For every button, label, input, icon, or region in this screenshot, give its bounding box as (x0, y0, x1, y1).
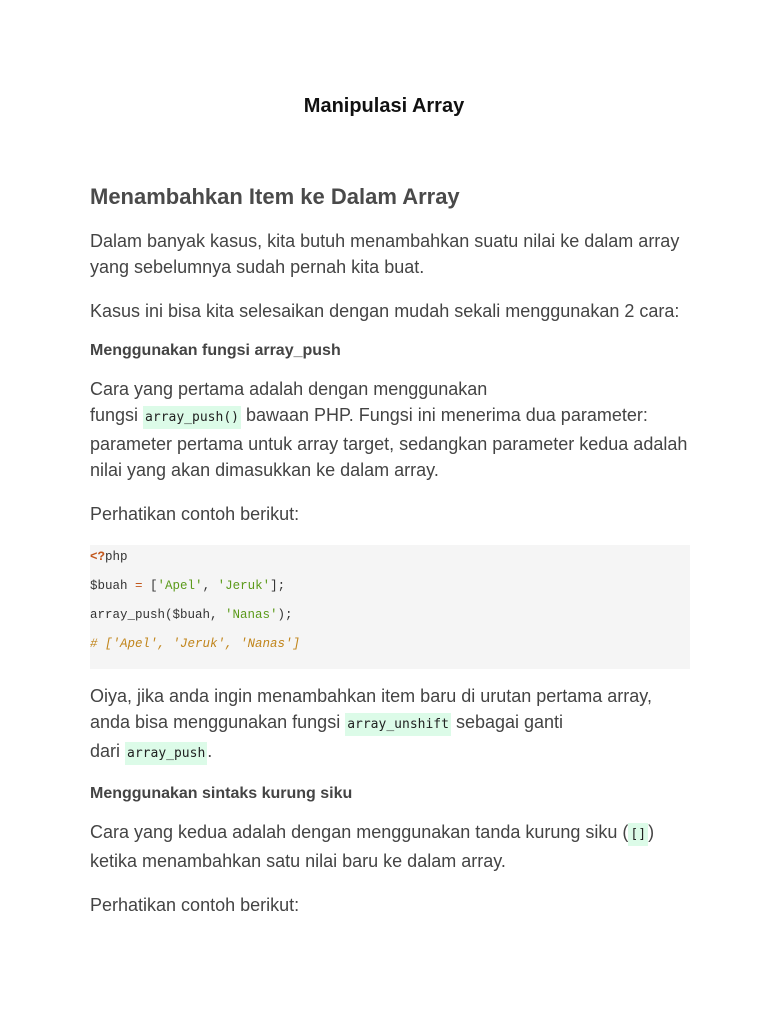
code-line (90, 607, 690, 636)
code-token: $buah (90, 579, 136, 593)
paragraph-intro-2: Kasus ini bisa kita selesaikan dengan mudah sekali menggunakan 2 cara: (90, 301, 680, 321)
paragraph-array-unshift (90, 683, 690, 767)
code-line (90, 578, 690, 607)
code-line (90, 636, 690, 665)
inline-code: array_unshift (345, 713, 451, 736)
inline-code: [] (628, 823, 648, 846)
text-segment: sebagai ganti (450, 712, 564, 732)
text-segment: Oiya, jika anda ingin menambahkan item baru di urutan pertama array, anda bisa menggunakan fungsi (90, 686, 652, 732)
text-segment: bawaan PHP. Fungsi ini menerima dua parameter: parameter pertama untuk array target, sedangkan parameter kedua adalah nilai yang akan dimasukkan ke dalam array. (90, 405, 688, 480)
paragraph-example-intro-2: Perhatikan contoh berikut: (90, 895, 300, 915)
text-segment: dari (90, 741, 126, 761)
code-line (90, 549, 690, 578)
text-segment: Cara yang pertama adalah dengan menggunakan (90, 379, 488, 399)
text-segment: ) ketika menambahkan satu nilai baru ke dalam array. (90, 822, 655, 871)
code-token: ]; (270, 579, 286, 593)
code-token: , (202, 579, 218, 593)
paragraph-intro-1: Dalam banyak kasus, kita butuh menambahkan suatu nilai ke dalam array yang sebelumnya sudah pernah kita buat. (90, 231, 680, 277)
paragraph-example-intro: Perhatikan contoh berikut: (90, 504, 300, 524)
section-heading: Menambahkan Item ke Dalam Array (90, 184, 460, 209)
code-token: array_push($buah, (90, 608, 226, 622)
subheading-square-brackets: Menggunakan sintaks kurung siku (90, 785, 353, 802)
inline-code: array_push (125, 742, 207, 765)
code-string: 'Apel' (157, 579, 203, 593)
code-token: php (105, 550, 128, 564)
text-segment: Cara yang kedua adalah dengan menggunakan tanda kurung siku ( (90, 822, 629, 842)
text-segment: fungsi (90, 405, 144, 425)
code-string: 'Nanas' (225, 608, 278, 622)
code-token: ); (277, 608, 293, 622)
article-content (90, 184, 690, 936)
code-comment: # ['Apel', 'Jeruk', 'Nanas'] (90, 637, 301, 651)
paragraph-square-brackets (90, 819, 690, 874)
paragraph-array-push (90, 376, 690, 483)
code-token: <? (90, 550, 106, 564)
code-token: = (135, 579, 143, 593)
code-block (90, 545, 690, 669)
code-token: [ (142, 579, 158, 593)
subheading-array-push: Menggunakan fungsi array_push (90, 342, 341, 359)
code-string: 'Jeruk' (217, 579, 271, 593)
text-segment: . (207, 741, 213, 761)
page-title: Manipulasi Array (303, 95, 465, 117)
inline-code: array_push() (143, 406, 241, 429)
